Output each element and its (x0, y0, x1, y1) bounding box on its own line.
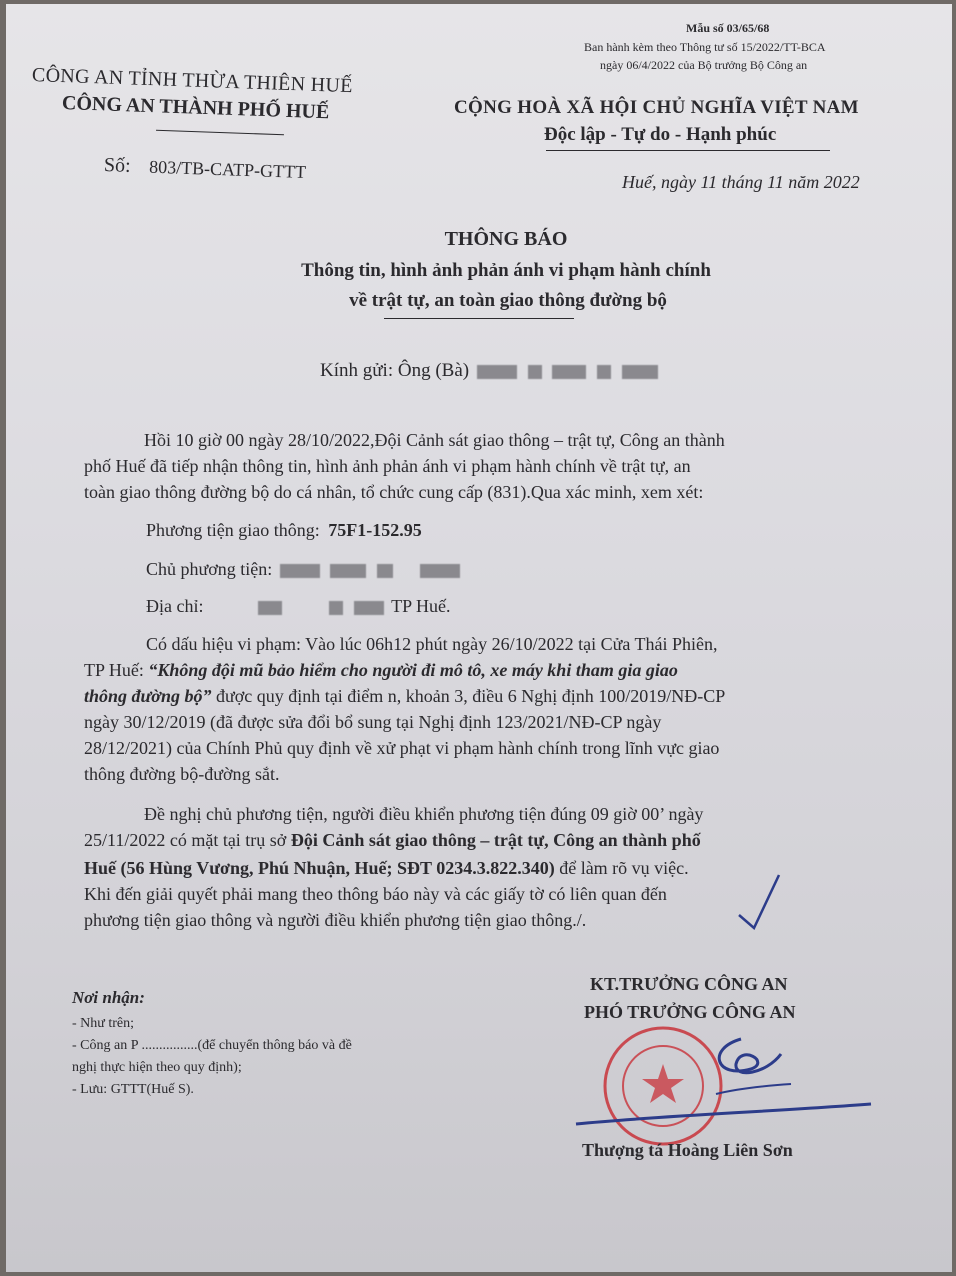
request-date: 25/11/2022 có mặt tại trụ sở (84, 830, 287, 850)
receiver-item: - Công an P ................(để chuyển thông báo và đề (72, 1038, 352, 1053)
agency-underline (156, 130, 284, 135)
receiver-item: nghị thực hiện theo quy định); (72, 1060, 242, 1075)
violation-line-6: thông đường bộ-đường sắt. (84, 764, 280, 784)
request-line-4: Khi đến giải quyết phải mang theo thông báo này và các giấy tờ có liên quan đến (84, 884, 667, 904)
redacted-owner (420, 564, 460, 578)
agency-parent: CÔNG AN TỈNH THỪA THIÊN HUẾ (31, 64, 354, 98)
violation-line-5: 28/12/2021) của Chính Phủ quy định về xử phạt vi phạm hành chính trong lĩnh vực giao (84, 738, 720, 758)
owner-label: Chủ phương tiện: (146, 559, 273, 579)
place-date: Huế, ngày 11 tháng 11 năm 2022 (622, 172, 860, 192)
redacted-name (622, 365, 658, 379)
motto-underline (546, 150, 830, 151)
doc-title: THÔNG BÁO (444, 228, 568, 250)
receiver-item: - Lưu: GTTT(Huế S). (72, 1082, 194, 1097)
vehicle-plate: 75F1-152.95 (328, 520, 422, 540)
signature-deputy-line: PHÓ TRƯỞNG CÔNG AN (584, 1002, 796, 1022)
handwritten-signature-icon (566, 1024, 886, 1134)
receivers-title: Nơi nhận: (72, 988, 145, 1007)
recipient-label: Kính gửi: Ông (Bà) (320, 360, 470, 381)
vehicle-line (146, 520, 422, 541)
recipient-line (320, 360, 661, 382)
redacted-name (477, 365, 517, 379)
violation-description: “Không đội mũ bảo hiểm cho người đi mô tô, xe máy khi tham gia giao (148, 660, 678, 680)
address-label: Địa chỉ: (146, 596, 204, 616)
violation-line-3 (84, 686, 725, 707)
paragraph-1-line-3: toàn giao thông đường bộ do cá nhân, tổ chức cung cấp (831).Qua xác minh, xem xét: (84, 482, 704, 502)
redacted-address (329, 601, 343, 615)
nation-name: CỘNG HOÀ XÃ HỘI CHỦ NGHĨA VIỆT NAM (454, 97, 859, 118)
violation-regulation: được quy định tại điểm n, khoản 3, điều 6 Nghị định 100/2019/NĐ-CP (215, 686, 726, 706)
request-address: Huế (56 Hùng Vương, Phú Nhuận, Huế; SĐT 0234.3.822.340) (84, 858, 555, 878)
paragraph-1-line-1: Hồi 10 giờ 00 ngày 28/10/2022,Đội Cảnh sát giao thông – trật tự, Công an thành (144, 430, 725, 450)
reference-number (104, 154, 307, 184)
doc-subtitle-2: về trật tự, an toàn giao thông đường bộ (349, 290, 667, 311)
vehicle-label: Phương tiện giao thông: (146, 520, 320, 540)
signer-name: Thượng tá Hoàng Liên Sơn (582, 1140, 793, 1160)
violation-line-2 (84, 660, 678, 681)
request-line-5: phương tiện giao thông và người điều khiển phương tiện giao thông./. (84, 910, 587, 930)
redacted-owner (377, 564, 393, 578)
reference-label: Số: (103, 154, 132, 177)
reference-value: 803/TB-CATP-GTTT (148, 156, 307, 183)
document-page (6, 4, 952, 1272)
receiver-item: - Như trên; (72, 1016, 135, 1031)
request-line-2 (84, 830, 701, 851)
doc-subtitle-1: Thông tin, hình ảnh phản ánh vi phạm hành chính (301, 260, 711, 281)
redacted-address (354, 601, 384, 615)
request-purpose: để làm rõ vụ việc. (559, 858, 689, 878)
owner-line (146, 559, 463, 580)
violation-line-4: ngày 30/12/2019 (đã được sửa đổi bổ sung tại Nghị định 123/2021/NĐ-CP ngày (84, 712, 662, 732)
address-line (146, 596, 451, 617)
violation-line-1: Có dấu hiệu vi phạm: Vào lúc 06h12 phút ngày 26/10/2022 tại Cửa Thái Phiên, (146, 634, 718, 654)
subtitle-underline (384, 318, 574, 319)
violation-description-end: thông đường bộ” (84, 686, 212, 706)
redacted-owner (280, 564, 320, 578)
form-number: Mẫu số 03/65/68 (686, 21, 770, 35)
form-issued-line-2: ngày 06/4/2022 của Bộ trưởng Bộ Công an (600, 58, 808, 72)
violation-location: TP Huế: (84, 660, 144, 680)
redacted-owner (330, 564, 366, 578)
handwritten-check-icon (734, 870, 784, 930)
paragraph-1-line-2: phố Huế đã tiếp nhận thông tin, hình ảnh phản ánh vi phạm hành chính về trật tự, an (84, 456, 691, 476)
redacted-name (597, 365, 611, 379)
nation-motto: Độc lập - Tự do - Hạnh phúc (544, 124, 777, 145)
request-line-1: Đề nghị chủ phương tiện, người điều khiển phương tiện đúng 09 giờ 00’ ngày (144, 804, 704, 824)
redacted-name (528, 365, 542, 379)
request-line-3 (84, 858, 689, 879)
agency-name: CÔNG AN THÀNH PHỐ HUẾ (61, 92, 330, 124)
redacted-address (258, 601, 282, 615)
address-tail: TP Huế. (391, 596, 451, 616)
redacted-name (552, 365, 586, 379)
form-issued-line-1: Ban hành kèm theo Thông tư số 15/2022/TT-BCA (584, 40, 826, 54)
signature-for-line: KT.TRƯỞNG CÔNG AN (590, 974, 788, 994)
request-office: Đội Cảnh sát giao thông – trật tự, Công an thành phố (290, 830, 701, 850)
